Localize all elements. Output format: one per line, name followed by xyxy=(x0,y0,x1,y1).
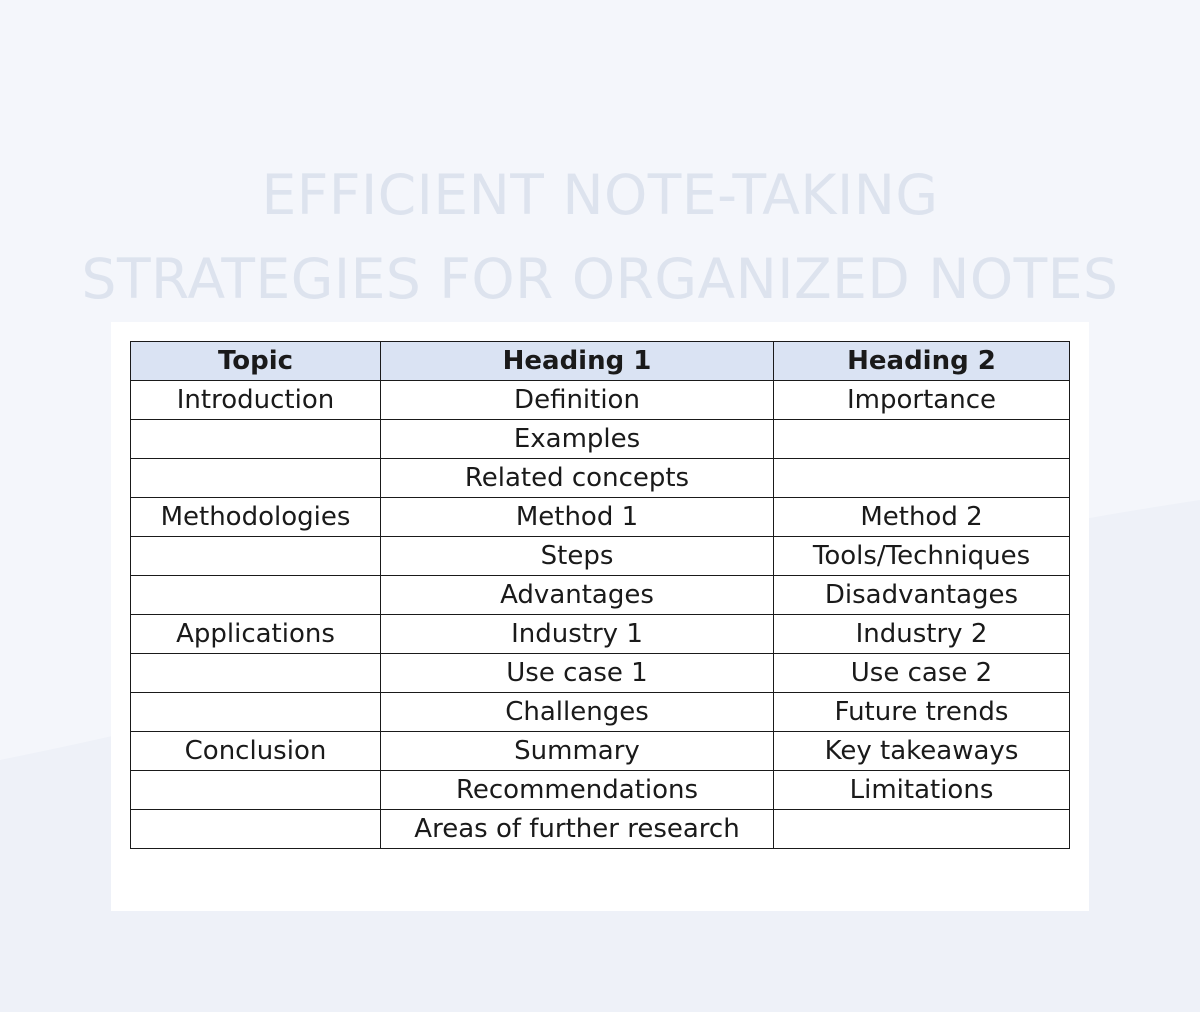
table-cell xyxy=(131,459,381,498)
table-row xyxy=(131,537,1070,576)
table-row xyxy=(131,615,1070,654)
table-cell: Industry 2 xyxy=(774,615,1070,654)
table-cell: Steps xyxy=(381,537,774,576)
table-cell: Method 1 xyxy=(381,498,774,537)
table-cell: Disadvantages xyxy=(774,576,1070,615)
table-cell: Limitations xyxy=(774,771,1070,810)
table-cell: Areas of further research xyxy=(381,810,774,849)
table-cell: Tools/Techniques xyxy=(774,537,1070,576)
table-cell xyxy=(131,810,381,849)
table-cell: Future trends xyxy=(774,693,1070,732)
header-topic: Topic xyxy=(131,342,381,381)
table-row xyxy=(131,576,1070,615)
table-row xyxy=(131,498,1070,537)
table-cell xyxy=(131,576,381,615)
table-row xyxy=(131,459,1070,498)
table-row xyxy=(131,420,1070,459)
table-cell xyxy=(131,771,381,810)
table-cell: Definition xyxy=(381,381,774,420)
table-cell: Methodologies xyxy=(131,498,381,537)
table-cell xyxy=(774,810,1070,849)
table-cell xyxy=(131,537,381,576)
page-title xyxy=(0,153,1200,321)
table-row xyxy=(131,693,1070,732)
header-heading-2: Heading 2 xyxy=(774,342,1070,381)
table-cell xyxy=(131,693,381,732)
table-cell: Introduction xyxy=(131,381,381,420)
notes-table xyxy=(130,341,1070,849)
table-cell: Use case 1 xyxy=(381,654,774,693)
table-card xyxy=(111,322,1089,911)
table-row xyxy=(131,381,1070,420)
table-cell: Examples xyxy=(381,420,774,459)
table-cell: Related concepts xyxy=(381,459,774,498)
table-cell xyxy=(774,459,1070,498)
table-cell: Challenges xyxy=(381,693,774,732)
page-title-line-1: EFFICIENT NOTE-TAKING xyxy=(261,162,939,227)
table-cell: Advantages xyxy=(381,576,774,615)
table-row xyxy=(131,771,1070,810)
table-row xyxy=(131,654,1070,693)
table-row xyxy=(131,732,1070,771)
header-heading-1: Heading 1 xyxy=(381,342,774,381)
table-cell: Importance xyxy=(774,381,1070,420)
table-cell: Method 2 xyxy=(774,498,1070,537)
table-cell: Use case 2 xyxy=(774,654,1070,693)
table-row xyxy=(131,810,1070,849)
table-cell: Key takeaways xyxy=(774,732,1070,771)
table-cell xyxy=(774,420,1070,459)
table-cell: Summary xyxy=(381,732,774,771)
table-cell: Applications xyxy=(131,615,381,654)
table-header-row xyxy=(131,342,1070,381)
page-title-line-2: STRATEGIES FOR ORGANIZED NOTES xyxy=(81,246,1119,311)
table-cell xyxy=(131,420,381,459)
table-cell xyxy=(131,654,381,693)
table-cell: Recommendations xyxy=(381,771,774,810)
table-cell: Conclusion xyxy=(131,732,381,771)
table-cell: Industry 1 xyxy=(381,615,774,654)
